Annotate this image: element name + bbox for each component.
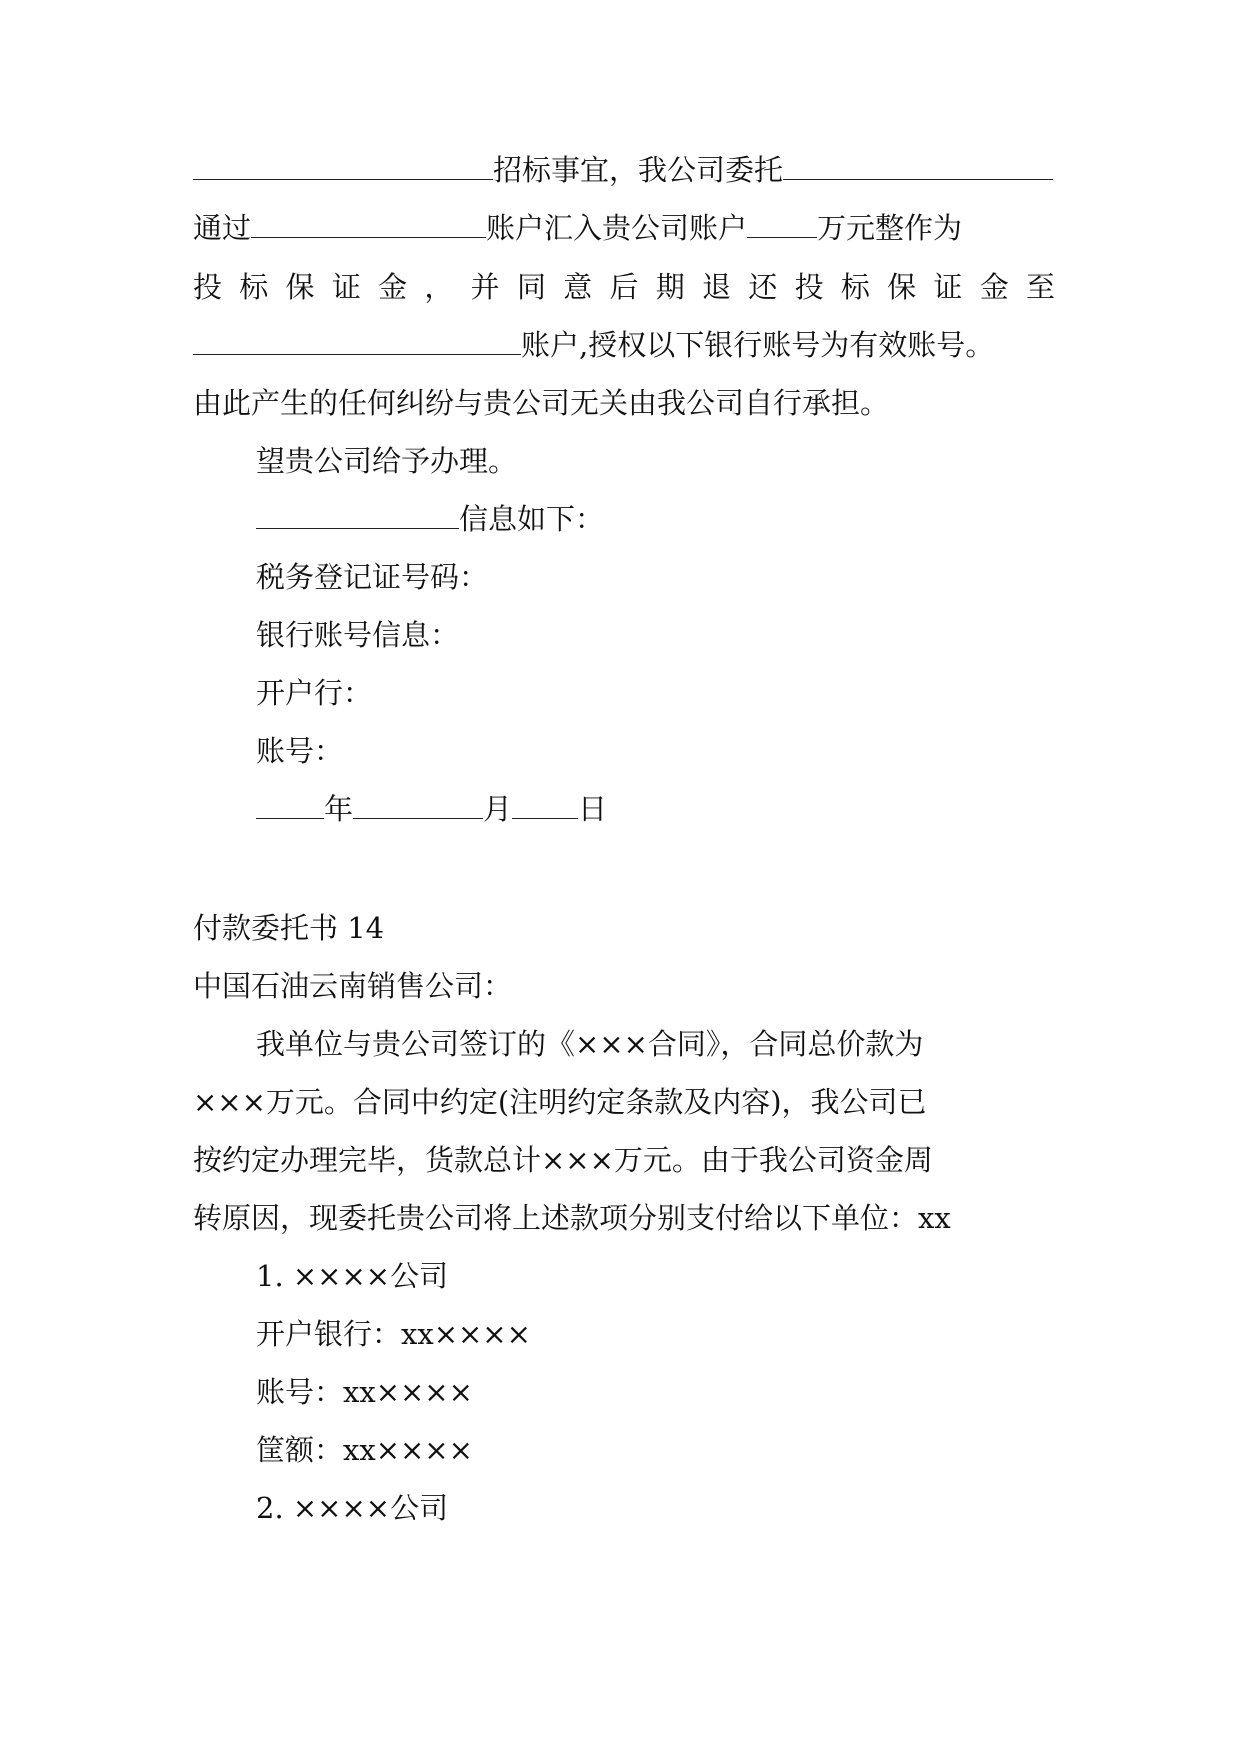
blank-field bbox=[256, 796, 324, 819]
paragraph-line-4: 转原因，现委托贵公司将上述款项分别支付给以下单位：xx bbox=[193, 1201, 951, 1235]
blank-field bbox=[353, 796, 483, 819]
blank-field bbox=[747, 215, 817, 238]
section-title: 付款委托书 14 bbox=[193, 911, 385, 945]
year-label: 年 bbox=[324, 792, 354, 826]
month-label: 月 bbox=[483, 792, 513, 826]
date-line bbox=[256, 789, 607, 829]
addressee: 中国石油云南销售公司： bbox=[193, 969, 513, 1003]
blank-field bbox=[193, 332, 521, 355]
text-segment: 账户,授权以下银行账号为有效账号。 bbox=[521, 328, 995, 362]
text-segment: 账户汇入贵公司账户 bbox=[486, 211, 748, 245]
blank-field bbox=[783, 157, 1053, 180]
blank-line-4 bbox=[193, 325, 1055, 365]
blank-line-2 bbox=[193, 208, 1055, 248]
blank-field bbox=[512, 796, 578, 819]
blank-line-7 bbox=[256, 499, 604, 539]
bank-label: 开户行： bbox=[256, 676, 373, 710]
paragraph-line-1: 我单位与贵公司签订的《×××合同》，合同总价款为 bbox=[256, 1027, 924, 1061]
blank-field bbox=[256, 506, 459, 529]
blank-line-1 bbox=[193, 150, 1055, 190]
item-2-title: 2. ××××公司 bbox=[256, 1491, 449, 1525]
text-line-3: 投标保证金，并同意后期退还投标保证金至 bbox=[193, 270, 1055, 304]
text-line-6: 望贵公司给予办理。 bbox=[256, 444, 518, 478]
item-1-title: 1. ××××公司 bbox=[256, 1259, 449, 1293]
tax-label: 税务登记证号码： bbox=[256, 560, 489, 594]
item-1-bank: 开户银行：xx×××× bbox=[256, 1317, 531, 1351]
item-1-amount: 筐额：xx×××× bbox=[256, 1433, 473, 1467]
account-label: 账号： bbox=[256, 734, 344, 768]
item-1-account: 账号：xx×××× bbox=[256, 1375, 473, 1409]
blank-field bbox=[193, 157, 493, 180]
text-segment: 万元整作为 bbox=[817, 211, 963, 245]
text-segment: 招标事宜，我公司委托 bbox=[493, 153, 784, 187]
paragraph-line-2: ×××万元。合同中约定(注明约定条款及内容)，我公司已 bbox=[193, 1085, 927, 1119]
blank-field bbox=[251, 215, 486, 238]
text-segment: 通过 bbox=[193, 211, 252, 245]
paragraph-line-3: 按约定办理完毕，货款总计×××万元。由于我公司资金周 bbox=[193, 1143, 933, 1177]
text-line-5: 由此产生的任何纠纷与贵公司无关由我公司自行承担。 bbox=[193, 386, 890, 420]
text-segment: 信息如下： bbox=[459, 502, 605, 536]
bank-info-label: 银行账号信息： bbox=[256, 618, 460, 652]
day-label: 日 bbox=[578, 792, 608, 826]
